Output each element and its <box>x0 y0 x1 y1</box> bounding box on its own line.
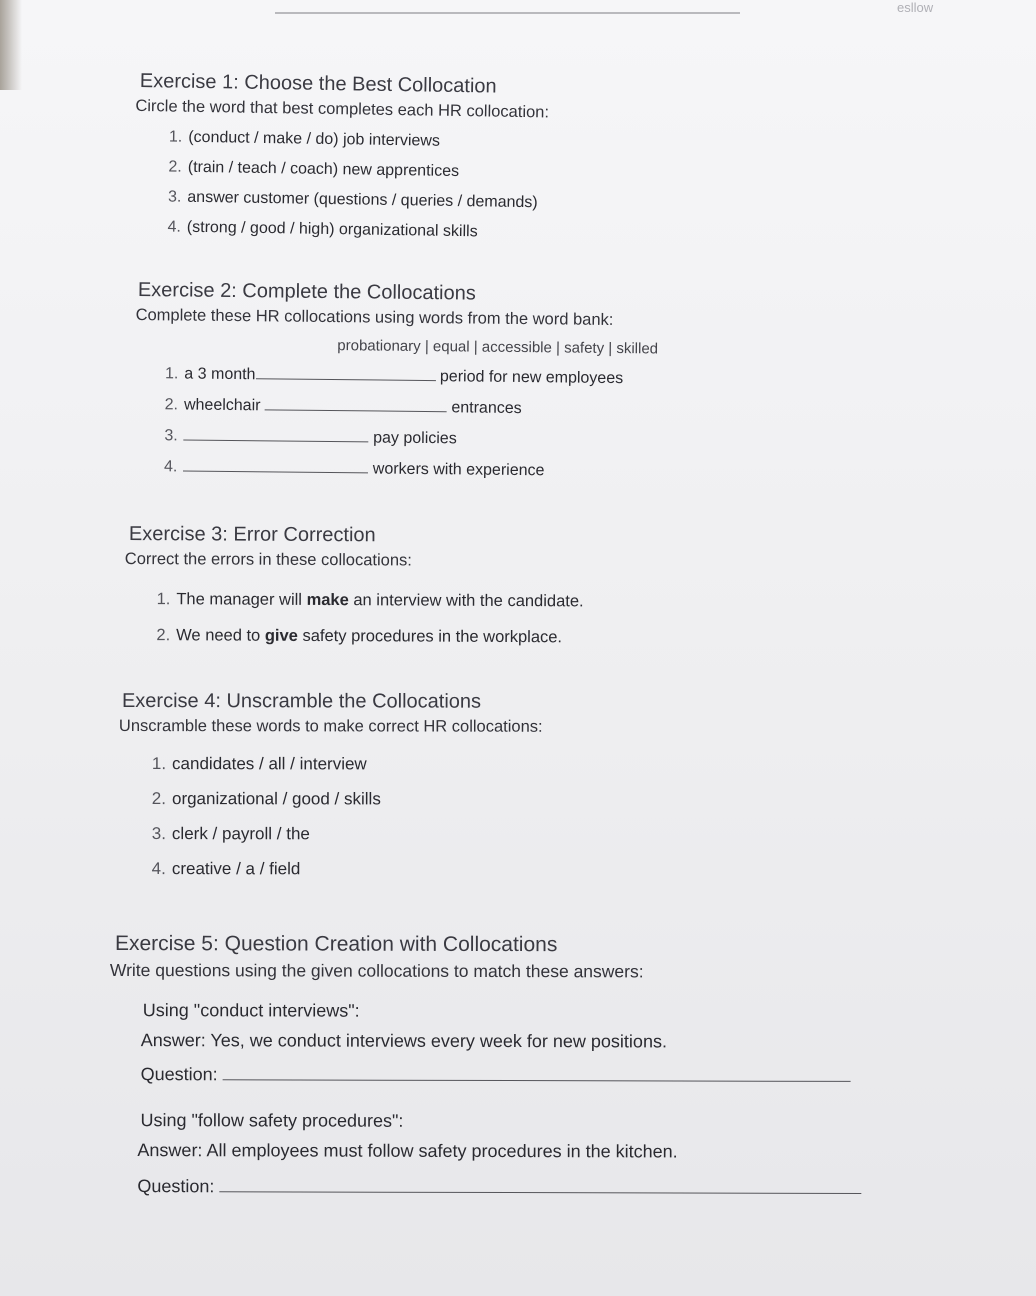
exercise-1-title: Exercise 1: Choose the Best Collocation <box>139 70 497 98</box>
exercise-3 <box>124 523 584 655</box>
page-edge-shadow <box>0 0 22 90</box>
list-item: 2. organizational / good / skills <box>151 789 381 809</box>
exercise-2-list <box>164 358 658 487</box>
answer-blank[interactable] <box>183 470 368 473</box>
exercise-4 <box>118 690 543 887</box>
error-word: give <box>264 626 298 645</box>
answer-blank[interactable] <box>265 409 447 412</box>
answer-blank[interactable] <box>184 439 369 442</box>
corner-text: esllow <box>897 0 934 15</box>
error-word: make <box>306 590 349 610</box>
exercise-2-instruction: Complete these HR collocations using words from the word bank: <box>135 305 614 329</box>
exercise-1 <box>137 70 549 248</box>
list-item: 1. (conduct / make / do) job interviews <box>168 128 441 150</box>
list-item: 2. (train / teach / coach) new apprentices <box>168 158 460 181</box>
exercise-2 <box>136 279 659 487</box>
list-item: 3. clerk / payroll / the <box>151 824 310 844</box>
top-rule <box>275 2 740 14</box>
list-item: 2. wheelchair entrances <box>164 396 522 418</box>
exercise-2-title: Exercise 2: Complete the Collocations <box>137 279 476 305</box>
exercise-4-list <box>152 746 543 887</box>
answer-text: Answer: Yes, we conduct interviews every week for new positions. <box>140 1030 668 1052</box>
question-blank[interactable] <box>223 1079 851 1082</box>
exercise-4-instruction: Unscramble these words to make correct HR collocations: <box>118 716 543 736</box>
exercise-3-list <box>156 581 583 655</box>
exercise-5 <box>109 932 862 1203</box>
list-item: 3. answer customer (questions / queries / demands) <box>167 188 538 212</box>
exercise-5-title: Exercise 5: Question Creation with Collocations <box>114 932 558 957</box>
answer-text: Answer: All employees must follow safety procedures in the kitchen. <box>137 1140 678 1162</box>
list-item: 4. workers with experience <box>163 458 545 480</box>
qa-block <box>140 995 862 1091</box>
collocation-prompt: Using "conduct interviews": <box>142 1000 360 1021</box>
exercise-1-instruction: Circle the word that best completes each HR collocation: <box>135 96 550 122</box>
list-item: 3. pay policies <box>164 427 457 448</box>
question-label: Question: <box>137 1176 215 1197</box>
exercise-4-title: Exercise 4: Unscramble the Collocations <box>121 690 482 713</box>
list-item: 2. We need to give safety procedures in the workplace. <box>156 626 563 647</box>
exercise-3-instruction: Correct the errors in these collocations: <box>124 549 412 570</box>
list-item: 4. creative / a / field <box>151 859 301 879</box>
word-bank: probationary | equal | accessible | safety | skilled <box>337 337 659 358</box>
question-blank[interactable] <box>219 1191 861 1194</box>
qa-block <box>137 1105 861 1203</box>
question-label: Question: <box>140 1064 218 1085</box>
exercise-1-list <box>167 122 548 248</box>
list-item: 1. The manager will make an interview with the candidate. <box>156 590 584 611</box>
collocation-prompt: Using "follow safety procedures": <box>140 1110 404 1131</box>
exercise-5-instruction: Write questions using the given collocations to match these answers: <box>109 959 644 982</box>
list-item: 1. candidates / all / interview <box>151 754 367 774</box>
exercise-3-title: Exercise 3: Error Correction <box>128 523 376 547</box>
list-item: 1. a 3 month period for new employees <box>164 365 624 388</box>
answer-blank[interactable] <box>255 378 435 381</box>
question-line <box>141 1059 862 1091</box>
question-line <box>137 1171 861 1203</box>
list-item: 4. (strong / good / high) organizational skills <box>167 218 478 241</box>
